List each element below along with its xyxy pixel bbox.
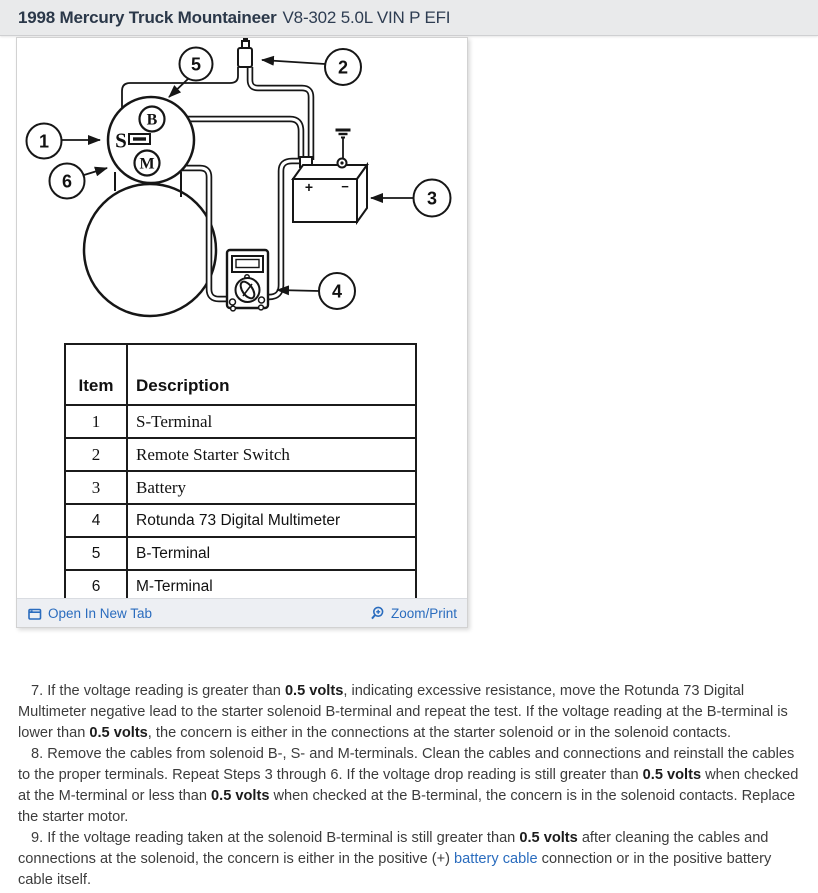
battery (293, 157, 367, 222)
step-paragraph: 8. Remove the cables from solenoid B-, S- and M-terminals. Clean the cables and connections and reinstall the cables to the proper terminals. Repeat Steps 3 through 6. If the voltage drop reading is still greater than 0.5 volts when checked at the M-terminal or less than 0.5 volts when checked at the B-terminal, the concern is in the solenoid contacts. Replace the starter motor. (18, 746, 799, 825)
svg-text:6: 6 (61, 171, 73, 192)
step-paragraph: 7. If the voltage reading is greater than 0.5 volts, indicating excessive resistance, move the Rotunda 73 Digital Multimeter negative lead to the starter solenoid B-terminal and repeat the test. If the voltage reading at the B-terminal is lower than 0.5 volts, the concern is either in the connections at the starter solenoid or in the solenoid contacts. (18, 683, 788, 741)
battery-cable-link[interactable]: battery cable (454, 851, 538, 867)
table-row (65, 438, 416, 471)
description-cell: B-Terminal (127, 537, 416, 570)
vehicle-title: 1998 Mercury Truck Mountaineer (18, 7, 277, 27)
svg-text:1: 1 (38, 131, 50, 152)
callout-2 (325, 49, 361, 85)
vehicle-subtitle: V8-302 5.0L VIN P EFI (282, 7, 451, 27)
item-column-header: Item (65, 344, 127, 405)
description-cell: Battery (127, 471, 416, 504)
battery-plus-label: + (304, 179, 314, 195)
step-paragraph: 9. If the voltage reading taken at the solenoid B-terminal is still greater than 0.5 volts after cleaning the cables and connections at the solenoid, the concern is either in the positive (+) battery cable connection or in the positive battery cable itself. (18, 830, 772, 888)
item-cell: 3 (65, 471, 127, 504)
zoom-print-link[interactable] (370, 606, 457, 621)
item-cell: 6 (65, 570, 127, 598)
description-cell: Rotunda 73 Digital Multimeter (127, 504, 416, 537)
battery-minus-label: − (341, 179, 349, 194)
emphasis-value: 0.5 volts (642, 767, 702, 783)
emphasis-value: 0.5 volts (211, 788, 270, 804)
description-column-header: Description (127, 344, 416, 405)
svg-text:5: 5 (190, 54, 202, 75)
open-in-new-tab-link[interactable] (27, 606, 152, 621)
svg-text:4: 4 (331, 281, 343, 302)
svg-text:2: 2 (337, 57, 349, 78)
description-cell: S-Terminal (127, 405, 416, 438)
starter-solenoid (108, 97, 194, 183)
item-cell: 2 (65, 438, 127, 471)
diagram-canvas (17, 38, 467, 598)
callout-5 (180, 48, 213, 81)
table-row (65, 570, 416, 598)
item-cell: 5 (65, 537, 127, 570)
digital-multimeter (227, 250, 268, 311)
description-cell: Remote Starter Switch (127, 438, 416, 471)
item-cell: 1 (65, 405, 127, 438)
legend-table (64, 343, 417, 598)
terminal-s-label: S (115, 128, 127, 153)
remote-starter-switch (238, 38, 252, 67)
open-in-new-tab-icon (27, 606, 42, 621)
starter-circuit-diagram (17, 38, 467, 340)
viewer-footer (17, 598, 467, 627)
procedure-steps (18, 681, 802, 891)
table-header-row (65, 344, 416, 405)
callout-1 (27, 124, 62, 159)
zoom-print-icon (370, 606, 385, 621)
callout-6 (50, 164, 85, 199)
svg-text:3: 3 (426, 188, 438, 209)
description-cell: M-Terminal (127, 570, 416, 598)
open-in-new-tab-label: Open In New Tab (48, 605, 153, 621)
callout-4 (319, 273, 355, 309)
ground-symbol (336, 130, 351, 160)
emphasis-value: 0.5 volts (519, 830, 578, 846)
zoom-print-label: Zoom/Print (390, 605, 457, 621)
emphasis-value: 0.5 volts (284, 683, 344, 699)
diagram-viewer (16, 37, 468, 628)
table-row (65, 504, 416, 537)
terminal-b-label: B (146, 111, 158, 129)
terminal-m-label: M (139, 155, 155, 173)
table-row (65, 471, 416, 504)
callout-3 (414, 180, 451, 217)
page-header (0, 0, 818, 36)
item-cell: 4 (65, 504, 127, 537)
emphasis-value: 0.5 volts (89, 725, 148, 741)
table-row (65, 405, 416, 438)
table-row (65, 537, 416, 570)
starter-motor (84, 172, 216, 316)
